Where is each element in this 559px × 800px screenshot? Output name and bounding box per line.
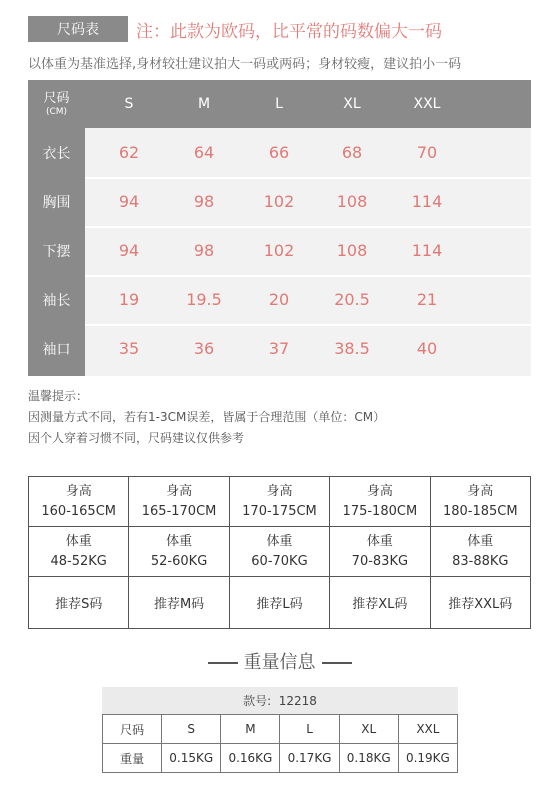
- tips-title: 温馨提示：: [28, 389, 89, 403]
- size-cell: 20: [268, 290, 290, 309]
- heading-dash-left: [208, 662, 238, 664]
- weight-size-cell: XXL: [398, 715, 457, 744]
- height-range: 175-180CM: [342, 503, 418, 519]
- weight-label: 体重: [366, 533, 393, 549]
- size-table-corner: [28, 80, 85, 128]
- height-label: 身高: [65, 483, 92, 499]
- column-header-l: L: [275, 96, 283, 112]
- row-label-sleeve: 袖长: [42, 292, 71, 309]
- tips-line-2: 因个人穿着习惯不同，尺码建议仅供参考: [28, 431, 245, 445]
- recommend-cell-xl: 推荐XL码: [330, 577, 430, 629]
- size-cell: 98: [193, 241, 215, 260]
- size-cell: 62: [118, 143, 140, 162]
- size-cell: 102: [263, 192, 295, 211]
- weight-label: 体重: [65, 533, 92, 549]
- weight-size-cell: XL: [339, 715, 398, 744]
- height-cell: [430, 477, 530, 527]
- column-header-m: M: [197, 96, 211, 112]
- weight-range: 60-70KG: [251, 553, 308, 569]
- recommend-cell-l: 推荐L码: [229, 577, 329, 629]
- tips-section: [28, 386, 385, 449]
- weight-value-cell: 0.18KG: [339, 744, 398, 773]
- size-cell: 98: [193, 192, 215, 211]
- recommend-row: [29, 577, 531, 629]
- height-label: 身高: [166, 483, 193, 499]
- size-cell: 36: [193, 339, 215, 358]
- weight-value-cell: 0.19KG: [398, 744, 457, 773]
- height-cell: [330, 477, 430, 527]
- height-row: [29, 477, 531, 527]
- weight-value-cell: 0.16KG: [221, 744, 280, 773]
- height-cell: [229, 477, 329, 527]
- size-cell: 64: [193, 143, 215, 162]
- weight-range: 70-83KG: [351, 553, 409, 569]
- tips-line-1: 因测量方式不同，若有1-3CM误差，皆属于合理范围（单位：CM）: [28, 410, 386, 424]
- heading-dash-right: [322, 662, 352, 664]
- height-range: 160-165CM: [41, 503, 116, 519]
- weight-cell: [129, 527, 229, 577]
- size-recommendation-table: [28, 476, 531, 629]
- weight-size-cell: L: [280, 715, 339, 744]
- size-cell: 114: [411, 241, 443, 260]
- weight-value-cell: 0.15KG: [162, 744, 221, 773]
- weight-info-table: [102, 687, 458, 773]
- size-cell: 94: [118, 241, 140, 260]
- row-label-cuff: 袖口: [42, 341, 71, 358]
- model-label: 款号:: [243, 694, 272, 708]
- weight-cell: [229, 527, 329, 577]
- row-label-length: 衣长: [42, 145, 71, 162]
- size-advice-text: 以体重为基准选择,身材较壮建议拍大一码或两码；身材较瘦，建议拍小一码: [28, 57, 462, 72]
- weight-range: 48-52KG: [50, 553, 107, 569]
- size-cell: 94: [118, 192, 140, 211]
- size-cell: 35: [118, 339, 140, 358]
- size-cell: 38.5: [334, 339, 370, 358]
- weight-value-row: [103, 744, 458, 773]
- size-cell: 114: [411, 192, 443, 211]
- weight-range: 52-60KG: [150, 553, 208, 569]
- model-number-row: [102, 687, 458, 714]
- column-header-xl: XL: [343, 96, 361, 112]
- weight-size-cell: S: [162, 715, 221, 744]
- size-cell: 108: [336, 192, 368, 211]
- recommend-cell-m: 推荐M码: [129, 577, 229, 629]
- weight-info-heading: [0, 648, 559, 674]
- height-range: 165-170CM: [141, 503, 217, 519]
- size-cell: 21: [416, 290, 438, 309]
- weight-cell: [29, 527, 129, 577]
- corner-unit: (CM): [45, 106, 68, 117]
- column-header-s: S: [124, 96, 134, 112]
- row-label-hem: 下摆: [42, 243, 71, 260]
- weight-range: 83-88KG: [452, 553, 509, 569]
- size-table: [28, 80, 531, 376]
- corner-label: 尺码: [43, 90, 70, 106]
- size-cell: 108: [336, 241, 368, 260]
- size-label-cell: 尺码: [103, 715, 162, 744]
- weight-size-row: [103, 715, 458, 744]
- height-cell: [29, 477, 129, 527]
- recommend-cell-xxl: 推荐XXL码: [430, 577, 530, 629]
- size-chart-note: 注：此款为欧码，比平常的码数偏大一码: [136, 21, 442, 42]
- height-range: 170-175CM: [242, 503, 317, 519]
- size-cell: 70: [416, 143, 438, 162]
- recommend-cell-s: 推荐S码: [29, 577, 129, 629]
- row-label-chest: 胸围: [42, 194, 71, 211]
- weight-label-cell: 重量: [103, 744, 162, 773]
- height-range: 180-185CM: [442, 503, 518, 519]
- height-label: 身高: [467, 483, 494, 499]
- weight-label: 体重: [266, 533, 293, 549]
- size-cell: 66: [268, 143, 290, 162]
- size-cell: 37: [268, 339, 290, 358]
- size-cell: 68: [341, 143, 363, 162]
- weight-info-title: 重量信息: [243, 652, 316, 673]
- weight-cell: [330, 527, 430, 577]
- weight-cell: [430, 527, 530, 577]
- weight-row: [29, 527, 531, 577]
- weight-table: [102, 714, 458, 773]
- size-chart-header: [28, 16, 442, 42]
- size-cell: 102: [263, 241, 295, 260]
- model-number: 12218: [278, 693, 317, 708]
- weight-label: 体重: [467, 533, 494, 549]
- height-label: 身高: [366, 483, 393, 499]
- size-chart-tag: 尺码表: [28, 16, 128, 42]
- size-cell: 19.5: [186, 290, 222, 309]
- weight-size-cell: M: [221, 715, 280, 744]
- height-cell: [129, 477, 229, 527]
- size-cell: 20.5: [334, 290, 370, 309]
- size-cell: 40: [416, 339, 438, 358]
- height-label: 身高: [266, 483, 293, 499]
- column-header-xxl: XXL: [413, 96, 441, 112]
- weight-value-cell: 0.17KG: [280, 744, 339, 773]
- size-cell: 19: [118, 290, 140, 309]
- weight-label: 体重: [166, 533, 193, 549]
